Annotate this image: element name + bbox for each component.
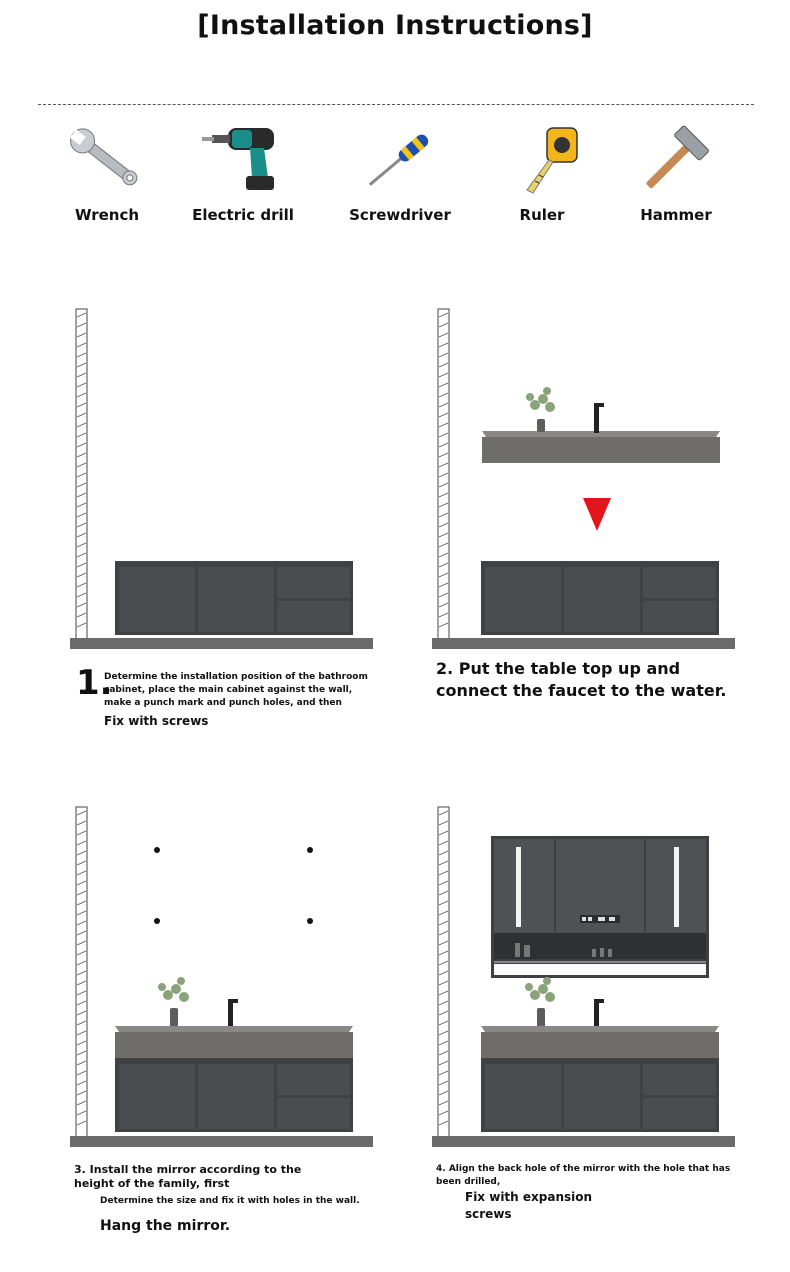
tape-measure-icon xyxy=(497,120,587,200)
tool-label: Electric drill xyxy=(192,206,294,224)
tool-electric-drill xyxy=(168,120,318,224)
step3-text: 3. Install the mirror according to the height of the family, first xyxy=(74,1163,302,1190)
tool-screwdriver xyxy=(325,120,475,224)
step1-text: Determine the installation position of the bathroom cabinet, place the main cabinet against the wall, make a punch mark and punch holes, and then xyxy=(104,672,368,708)
step4-text: 4. Align the back hole of the mirror with the hole that has been drilled, xyxy=(436,1164,731,1187)
step1-number: 1. xyxy=(76,663,113,703)
tool-label: Wrench xyxy=(74,206,140,224)
tool-label: Hammer xyxy=(640,206,712,224)
hammer-icon xyxy=(631,120,721,200)
tool-label: Ruler xyxy=(519,206,565,224)
tool-hammer xyxy=(601,120,751,224)
step1-illustration xyxy=(68,305,378,645)
step1-fix-text: Fix with screws xyxy=(104,714,209,728)
tool-ruler xyxy=(467,120,617,224)
wrench-icon xyxy=(62,120,152,200)
step3-action-text: Hang the mirror. xyxy=(100,1218,231,1234)
screwdriver-icon xyxy=(355,120,445,200)
electric-drill-icon xyxy=(198,120,288,200)
tool-wrench xyxy=(32,120,182,224)
tool-label: Screwdriver xyxy=(349,206,451,224)
step4-fix-text: Fix with expansion screws xyxy=(465,1190,593,1221)
step2-text: 2. Put the table top up and connect the faucet to the water. xyxy=(436,659,727,700)
step4-illustration xyxy=(430,803,740,1143)
dashed-divider xyxy=(38,104,754,105)
page-title: [Installation Instructions] xyxy=(197,10,593,41)
step3-sub-text: Determine the size and fix it with holes in the wall. xyxy=(100,1196,360,1206)
step3-illustration xyxy=(68,803,378,1143)
step2-illustration xyxy=(430,305,740,645)
